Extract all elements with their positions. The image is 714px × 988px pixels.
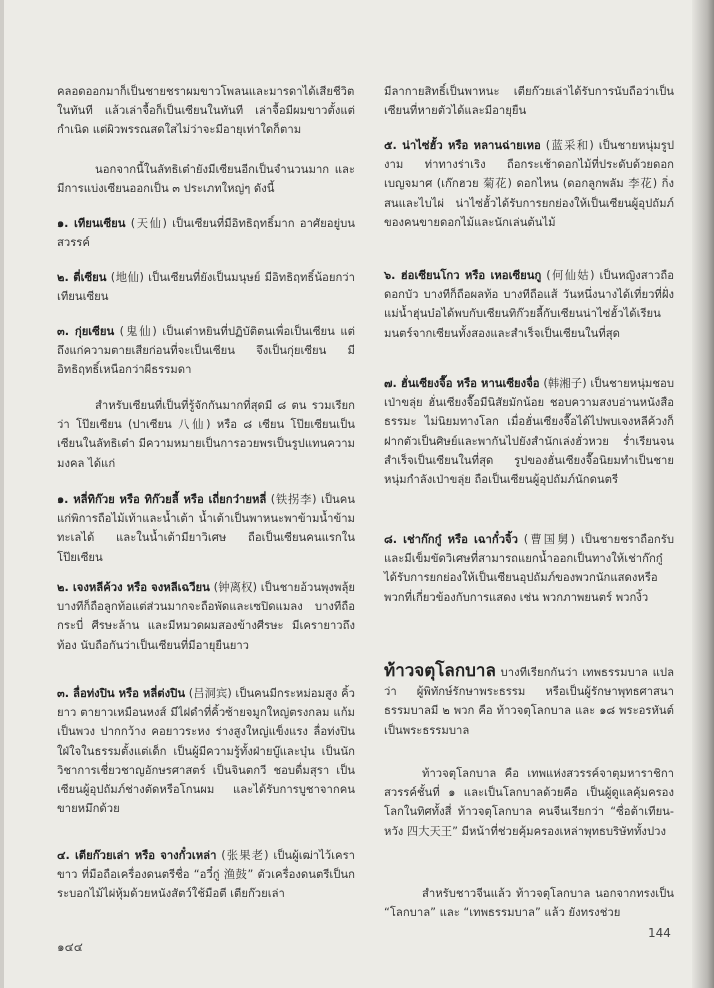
- item-body: (铁拐李) เป็นคนแก่พิการถือไม้เท้าและน้ำเต้า น้ำเต้าเป็นพาหนะพาข้ามน้ำข้ามทะเลได้ และในน้ำเต้ามียาวิเศษ ถือเป็นเซียนคนแรกในโป๊ยเซียน: [57, 493, 356, 564]
- list-item-di-xian: [57, 268, 355, 306]
- item-body: (钟离权) เป็นชายอ้วนพุงพลุ้ย บางทีก็ถือลูกท้อแต่ส่วนมากจะถือพัดและเซปิดแมลง บางทีถือกระบี่ ศีรษะล้าน และมีหมวดผมสองข้างศีรษะ มีเครายาวถึงท้อง นับถือกันว่าเป็นเซียนที่มีอายุยืนยาว: [57, 581, 355, 652]
- section-four-heavenly-kings: [384, 660, 674, 740]
- item-heading: ๓. ลื่อท่งปิน หรือ หลี่ต่งปิน: [57, 687, 186, 700]
- paragraph-eight-immortals: สำหรับเซียนที่เป็นที่รู้จักกันมากที่สุดมี ๘ ตน รวมเรียกว่า โป๊ยเซียน (ปาเซียน 八仙) หรือ ๘ เซียน โป๊ยเซียนเป็นเซียนในลัทธิเต๋า มีความหมายเป็นการอวยพรเป็นรูปแทนความมงคล ได้แก่: [57, 399, 355, 470]
- list-item-immortal-3: [57, 684, 355, 818]
- item-body: (地仙) เป็นเซียนที่ยังเป็นมนุษย์ มีอิทธิฤทธิ์น้อยกว่าเทียนเซียน: [57, 271, 355, 304]
- list-item-immortal-4: [57, 846, 355, 904]
- page-number-thai: ๑๔๔: [57, 940, 83, 954]
- item-heading: ๑. หลี่ทิก๊วย หรือ ทิก๊วยลี้ หรือ เถี่ยกว๋ายหลี่: [57, 493, 267, 506]
- list-item-gui-xian: [57, 322, 355, 380]
- item-body: (吕洞宾) เป็นคนมีกระหม่อมสูง คิ้วยาว ตายาวเหมือนหงส์ มีไฝดำที่คิ้วซ้ายจมูกใหญ่ตรงกลม แก้มเป็นพวง ปากกว้าง คอยาวระหง ร่างสูงใหญ่แข็งแรง ลื่อท่งปินใฝ่ใจในธรรมตั้งแต่เด็ก เป็นผู้มีความรู้ทั้งฝ่ายบู๊และบุ๋น เป็นนักวิชาการเชี่ยวชาญอักษรศาสตร์ เป็นจินตกวี ชอบดื่มสุรา เป็นเซียนผู้อุปถัมภ์ช่างตัดหรือโกนผม และได้รับการบูชาจากคนขายหมึกด้วย: [57, 687, 355, 816]
- section-title: ท้าวจตุโลกบาล: [384, 661, 496, 681]
- item-body: (曹国舅) เป็นชายชราถือกรับและมีเข็มขัดวิเศษที่สามารถแยกน้ำออกเป็นทางให้เช่าก๊กกู๋ได้รับการยกย่องให้เป็นเซียนอุปถัมภ์ของพวกนักแสดงหรือพวกที่เกี่ยวข้องกับการแสดง เช่น พวกภาพยนตร์ พวกงิ้ว: [384, 533, 674, 604]
- section-intro: บางทีเรียกกันว่า เทพธรรมบาล แปลว่า ผู้พิทักษ์รักษาพระธรรม หรือเป็นผู้รักษาพุทธศาสนา ธรรมบาลมี ๒ พวก คือ ท้าวจตุโลกบาล และ ๑๘ พระอรหันต์เป็นพระธรรมบาล: [384, 666, 674, 737]
- item-heading: ๗. ฮั่นเซียงจื๊อ หรือ หานเซียงจื่อ: [384, 377, 540, 390]
- item-heading: ๕. น่าไซ่ฮั้ว หรือ หลานฉ่ายเหอ: [384, 139, 541, 152]
- item-body: (何仙姑) เป็นหญิงสาวถือดอกบัว บางทีก็ถือผลท้อ บางทีถือแส้ วันหนึ่งนางได้เที่ยวที่ฝั่งแม่น้ำฮุ่นบ๋อได้พบกับเซียนทิก๊วยลี้กับเซียนน่าไซ่ฮั้วได้เรียนมนตร์จากเซียนทั้งสองและสำเร็จเป็นเซียนในที่สุด: [384, 269, 674, 340]
- list-item-immortal-2: [57, 578, 355, 655]
- item-body: (张果老) เป็นผู้เฒ่าไว้เคราขาว ที่มือถือเครื่องดนตรีชื่อ “อวี๋กู่ 渔鼓” ตัวเครื่องดนตรีเป็นกระบอกไม้ไผ่หุ้มด้วยหนังสัตว์ใช้มือตี เตียก๊วยเล่า: [57, 849, 355, 901]
- list-item-immortal-6: [384, 266, 674, 343]
- item-heading: ๑. เทียนเซียน: [57, 217, 126, 230]
- page-number-arabic: 144: [648, 926, 671, 940]
- item-heading: ๒. ตี่เซียน: [57, 271, 107, 284]
- page-gutter-left: [0, 0, 4, 988]
- paragraph-last: สำหรับชาวจีนแล้ว ท้าวจตุโลกบาล นอกจากทรงเป็น “โลกบาล” และ “เทพธรรมบาล” แล้ว ยังทรงช่วย: [384, 887, 674, 920]
- item-heading: ๓. กุ่ยเซียน: [57, 325, 115, 338]
- paragraph-intro: คลอดออกมาก็เป็นชายชราผมขาวโพลนและมารดาได้เสียชีวิตในทันที แล้วเล่าจื้อก็เป็นเซียนในทันที เล่าจื้อมีผมขาวตั้งแต่กำเนิด แต่ผิวพรรณสดใสไม่ว่าจะมีอายุเท่าใดก็ตาม: [57, 85, 355, 137]
- list-item-tian-xian: [57, 214, 355, 252]
- item-body: (韩湘子) เป็นชายหนุ่มชอบเป่าขลุ่ย ฮั่นเซียงจื๊อมีนิสัยมักน้อย ชอบความสงบอ่านหนังสือธรรมะ ไม่นิยมทางโลก เมื่อฮั่นเซียงจื๊อได้ไปพบเจงหลีค้วงก็ฝากตัวเป็นศิษย์และพากันไปยังสำนักเล่งฮั่วหวย ร่ำเรียนจนสำเร็จเป็นเซียนในที่สุด รูปของฮั่นเซียงจื๊อนิยมทำเป็นชายหนุ่มกำลังเป่าขลุ่ย ถือเป็นเซียนผู้อุปถัมภ์นักดนตรี: [384, 377, 674, 487]
- book-spine-shadow: [692, 0, 714, 988]
- list-item-immortal-5: [384, 136, 674, 232]
- list-item-immortal-7: [384, 374, 674, 489]
- item-heading: ๔. เตียก๊วยเล่า หรือ จางกั๋วเหล่า: [57, 849, 217, 862]
- paragraph-four-kings: ท้าวจตุโลกบาล คือ เทพแห่งสวรรค์จาตุมหาราชิกา สวรรค์ชั้นที่ ๑ และเป็นโลกบาลด้วยคือ เป็นผู้ดูแลคุ้มครองโลกในทิศทั้งสี่ ท้าวจตุโลกบาล คนจีนเรียกว่า “ซื่อต้าเทียน-หวัง 四大天王” มีหน้าที่ช่วยคุ้มครองเหล่าพุทธบริษัททั้งปวง: [384, 767, 674, 838]
- list-item-immortal-8: [384, 530, 674, 607]
- paragraph-types: นอกจากนี้ในลัทธิเต๋ายังมีเซียนอีกเป็นจำนวนมาก และมีการแบ่งเซียนออกเป็น ๓ ประเภทใหญ่ๆ ดังนี้: [57, 163, 355, 196]
- item-heading: ๘. เช่าก๊กกู๋ หรือ เฉากั๋วจิ้ว: [384, 533, 519, 546]
- item-heading: ๒. เจงหลีค้วง หรือ จงหลีเฉวียน: [57, 581, 210, 594]
- item-body: (蓝采和) เป็นชายหนุ่มรูปงาม ท่าทางร่าเริง ถือกระเช้าดอกไม้ที่ประดับด้วยดอกเบญจมาศ (เก๊กฮวย 菊花) ดอกไหน (ดอกลูกพลัม 李花) กิ่งสนและไบไผ่ น่าไซ่ฮั้วได้รับการยกย่องให้เป็นเซียนผู้อุปถัมภ์ของคนขายดอกไม้และนักเล่นต้นไม้: [384, 139, 674, 229]
- item-heading: ๖. ฮ่อเซียนโกว หรือ เหอเซียนกู: [384, 269, 542, 282]
- paragraph-continued: มีลากายสิทธิ์เป็นพาหนะ เตียก๊วยเล่าได้รับการนับถือว่าเป็นเซียนที่หายตัวได้และมีอายุยืน: [384, 85, 674, 118]
- item-body: (天仙) เป็นเซียนที่มีอิทธิฤทธิ์มาก อาศัยอยู่บนสวรรค์: [57, 217, 356, 250]
- item-body: (鬼仙) เป็นเต๋าหยินที่ปฏิบัติตนเพื่อเป็นเซียน แต่ถึงแก่ความตายเสียก่อนที่จะเป็นเซียน จึงเป็นกุ่ยเซียน มีอิทธิฤทธิ์เหนือกว่าผีธรรมดา: [57, 325, 355, 377]
- list-item-immortal-1: [57, 490, 355, 567]
